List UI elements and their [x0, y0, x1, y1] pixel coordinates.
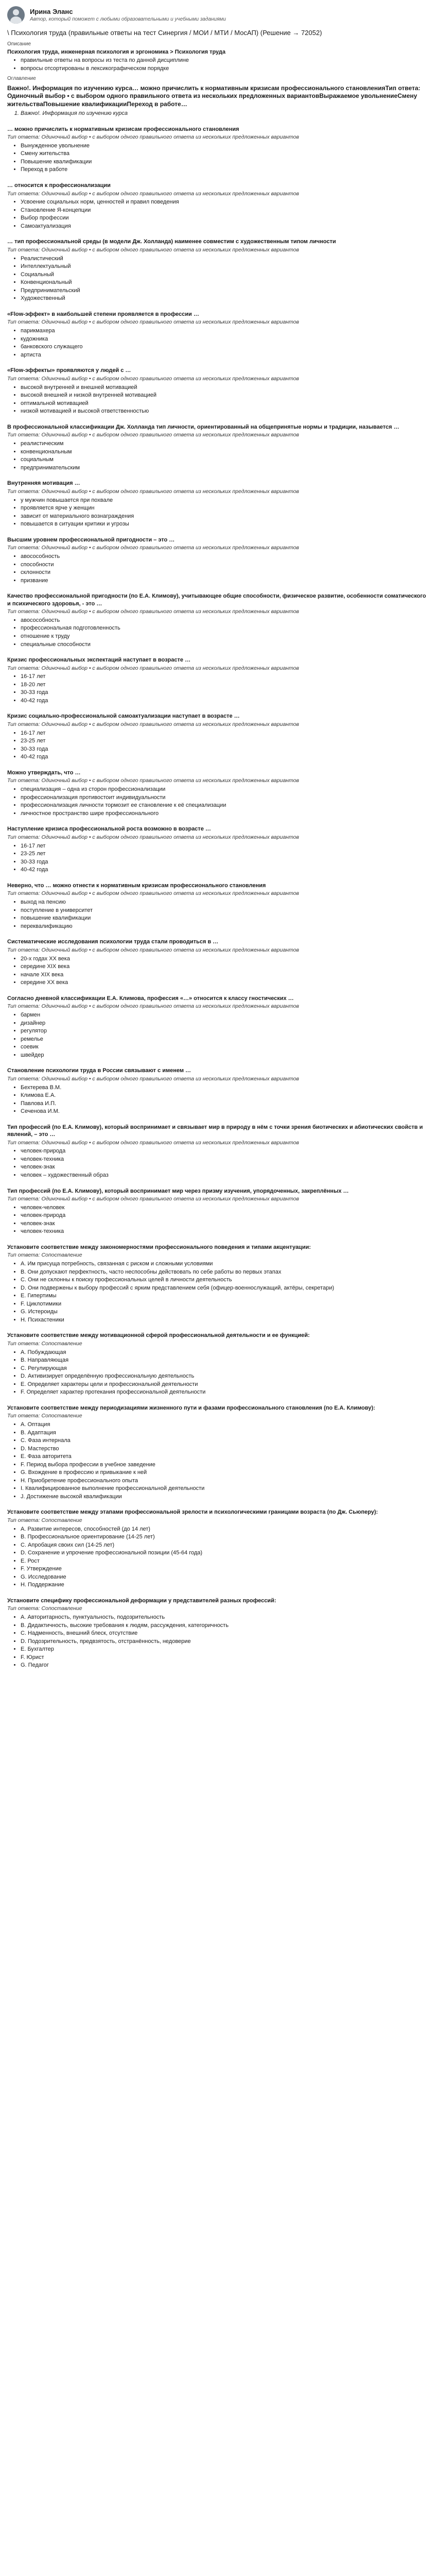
question-block: [7, 592, 429, 648]
question-type: Тип ответа: Одиночный выбор • с выбором одного правильного ответа из нескольких предложенных вариантов: [7, 946, 299, 953]
answer-option: • 40-42 года: [21, 866, 429, 874]
question-title: … тип профессиональной среды (в модели Дж. Холланда) наименее совместим с художественным типом личности: [7, 239, 336, 245]
answer-option: • I. Квалифицированное выполнение профессиональной деятельности: [21, 1485, 429, 1493]
question-title: Внутренняя мотивация …: [7, 480, 80, 487]
answer-option: • 16-17 лет: [21, 730, 429, 737]
question-title: В профессиональной классификации Дж. Холланда тип личности, ориентированный на общепринятые нормы и традиции, называется …: [7, 423, 399, 430]
answer-option: • у мужчин повышается при похвале: [21, 497, 429, 504]
answer-option: • Климова Е.А.: [21, 1092, 429, 1099]
question-title: Установите соответствие между закономерностями профессионального поведения и типами акцентуации:: [7, 1244, 311, 1250]
answer-option: • человек-природа: [21, 1212, 429, 1219]
question-block: [7, 995, 429, 1059]
answer-option: • человек-знак: [21, 1163, 429, 1171]
answer-option: • дизайнер: [21, 1020, 429, 1027]
question-block: [7, 480, 429, 528]
question-block: [7, 1404, 429, 1501]
answer-option: • артиста: [21, 351, 429, 359]
answer-options: [7, 327, 429, 359]
answer-option: • Усвоение социальных норм, ценностей и правил поведения: [21, 198, 429, 206]
answer-option: • Сеченова И.М.: [21, 1108, 429, 1115]
answer-option: • кудожника: [21, 335, 429, 343]
question-title: Кризис социально-профессиональной самоактуализации наступает в возрасте …: [7, 713, 240, 720]
answer-options: [7, 1614, 429, 1669]
answer-option: • призвание: [21, 577, 429, 585]
question-block: [7, 423, 429, 471]
answer-options: [7, 553, 429, 584]
answer-option: • выход на пенсию: [21, 899, 429, 906]
answer-options: [7, 255, 429, 302]
answer-option: • B. Дидактичность, высокие требования к людям, рассуждения, категоричность: [21, 1622, 429, 1630]
answer-option: • социальным: [21, 456, 429, 464]
answer-option: • 23-25 лет: [21, 737, 429, 745]
answer-option: • оптимальной мотивацией: [21, 400, 429, 408]
answer-option: • C. Апробация своих сил (14-25 лет): [21, 1541, 429, 1549]
question-title: Установите соответствие между этапами профессиональной зрелости и психологическими границами возраста (по Дж. Сьюперу):: [7, 1509, 378, 1516]
answer-option: • Художественный: [21, 295, 429, 302]
question-block: [7, 713, 429, 760]
answer-option: • повышается в ситуации критики и угрозы: [21, 520, 429, 528]
answer-option: • Смену жительства: [21, 150, 429, 158]
question-title: … относится к профессионализации: [7, 182, 111, 189]
question-block: [7, 238, 429, 302]
description-item: • правильные ответы на вопросы из теста по данной дисциплине: [21, 57, 429, 64]
answer-option: • F. Юрист: [21, 1654, 429, 1662]
answer-option: • D. Они подвержены к выбору профессий с ярким представлением себя (офицер-военнослужащий, актёры, секретари): [21, 1284, 429, 1292]
answer-options: [7, 955, 429, 987]
answer-option: • начале XIX века: [21, 971, 429, 979]
answer-option: • G. Вхождение в профессию и привыкание к ней: [21, 1469, 429, 1477]
question-title: Высшим уровнем профессиональной пригодности – это …: [7, 536, 175, 543]
answer-option: • человек-знак: [21, 1220, 429, 1228]
answer-option: • банковского служащего: [21, 343, 429, 351]
answer-option: • 20-х годах XX века: [21, 955, 429, 963]
question-type: Тип ответа: Одиночный выбор • с выбором одного правильного ответа из нескольких предложенных вариантов: [7, 665, 299, 671]
answer-option: • 30-33 года: [21, 858, 429, 866]
answer-option: • E. Фаза авторитета: [21, 1453, 429, 1461]
answer-option: • 16-17 лет: [21, 673, 429, 681]
question-title: Установите соответствие между мотивационной сферой профессиональной деятельности и ее функцией:: [7, 1332, 310, 1339]
answer-options: [7, 1421, 429, 1500]
answer-option: • ремелье: [21, 1036, 429, 1043]
question-block: [7, 1597, 429, 1669]
answer-option: • человек-человек: [21, 1204, 429, 1212]
description-label: Описание: [7, 41, 31, 47]
answer-option: • авосособность: [21, 617, 429, 624]
question-title: Качество профессиональной пригодности (по Е.А. Климову), учитывающее общие способности, физическое развитие, особенности соматического и психического здоровья, - это …: [7, 593, 426, 607]
answer-options: [7, 673, 429, 704]
answer-option: • 40-42 года: [21, 697, 429, 705]
answer-option: • F. Период выбора профессии в учебное заведение: [21, 1461, 429, 1469]
answer-option: • повышение квалификации: [21, 914, 429, 922]
answer-option: • Павлова И.П.: [21, 1100, 429, 1108]
answer-option: • J. Достижение высокой квалификации: [21, 1493, 429, 1501]
answer-option: • Становление Я-концепции: [21, 207, 429, 214]
answer-option: • Выбор профессии: [21, 214, 429, 222]
answer-option: • F. Утверждение: [21, 1565, 429, 1573]
answer-option: • Конвенциональный: [21, 279, 429, 286]
answer-option: • A. Им присуща потребность, связанная с риском и сложными условиями: [21, 1260, 429, 1268]
answer-options: [7, 1526, 429, 1589]
answer-option: • D. Активизирует определённую профессиональную деятельность: [21, 1372, 429, 1380]
answer-options: [7, 1011, 429, 1059]
answer-option: • способности: [21, 561, 429, 569]
question-type: Тип ответа: Одиночный выбор • с выбором одного правильного ответа из нескольких предложенных вариантов: [7, 488, 299, 495]
answer-option: • Интеллектуальный: [21, 263, 429, 270]
contents-item[interactable]: 1. Важно!. Информация по изучению курса: [21, 110, 429, 117]
answer-option: • C. Фаза интернала: [21, 1437, 429, 1445]
answer-option: • F. Циклотимики: [21, 1300, 429, 1308]
answer-option: • середине XIX века: [21, 963, 429, 971]
question-title: Систематические исследования психологии труда стали проводиться в …: [7, 939, 219, 945]
question-type: Тип ответа: Одиночный выбор • с выбором одного правильного ответа из нескольких предложенных вариантов: [7, 1139, 299, 1146]
question-title: «Flow-эффекты» проявляются у людей с …: [7, 367, 131, 374]
answer-option: • E. Рост: [21, 1557, 429, 1565]
contents-intro: Важно!. Информация по изучению курса… можно причислить к нормативным кризисам профессионального становленияТип ответа: Одиночный выбор • с выбором одного правильного ответа из нескольких предложенных вариантовВыражаемое увольнениеСмену жительстваПовышение квалификацииПереход в работе…: [7, 84, 421, 108]
question-title: Наступление кризиса профессиональной роста возможно в возрасте …: [7, 826, 211, 833]
answer-option: • D. Сохранение и упрочение профессиональной позиции (45-64 года): [21, 1549, 429, 1557]
answer-option: • C. Они не склонны к поиску профессиональных целей в личности деятельность: [21, 1276, 429, 1284]
question-type: Тип ответа: Одиночный выбор • с выбором одного правильного ответа из нескольких предложенных вариантов: [7, 432, 299, 438]
question-type: Тип ответа: Одиночный выбор • с выбором одного правильного ответа из нескольких предложенных вариантов: [7, 375, 299, 382]
question-type: Тип ответа: Одиночный выбор • с выбором одного правильного ответа из нескольких предложенных вариантов: [7, 721, 299, 727]
question-block: [7, 367, 429, 415]
answer-option: • A. Авторитарность, пунктуальность, подозрительность: [21, 1614, 429, 1621]
question-block: [7, 311, 429, 359]
answer-option: • поступление в университет: [21, 907, 429, 914]
answer-option: • 30-33 года: [21, 745, 429, 753]
question-type: Тип ответа: Одиночный выбор • с выбором одного правильного ответа из нескольких предложенных вариантов: [7, 890, 299, 897]
answer-option: • 30-33 года: [21, 689, 429, 697]
answer-options: [7, 1260, 429, 1324]
answer-options: [7, 842, 429, 874]
answer-option: • низкой мотивацией и высокой ответственностью: [21, 408, 429, 415]
answer-option: • F. Определяет характер протекания профессиональной деятельности: [21, 1388, 429, 1396]
description-list: [7, 57, 429, 72]
answer-option: • 23-25 лет: [21, 850, 429, 858]
question-type: Тип ответа: Одиночный выбор • с выбором одного правильного ответа из нескольких предложенных вариантов: [7, 1003, 299, 1010]
question-type: Тип ответа: Одиночный выбор • с выбором одного правильного ответа из нескольких предложенных вариантов: [7, 1196, 299, 1202]
question-type: Тип ответа: Сопоставление: [7, 1340, 82, 1347]
answer-option: • реалистическим: [21, 440, 429, 448]
answer-option: • середине XX века: [21, 979, 429, 987]
answer-option: • 18-20 лет: [21, 681, 429, 689]
contents-list: [7, 110, 429, 117]
question-block: [7, 1244, 429, 1324]
question-type: Тип ответа: Одиночный выбор • с выбором одного правильного ответа из нескольких предложенных вариантов: [7, 608, 299, 615]
question-type: Тип ответа: Одиночный выбор • с выбором одного правильного ответа из нескольких предложенных вариантов: [7, 246, 299, 253]
question-type: Тип ответа: Сопоставление: [7, 1252, 82, 1259]
answer-options: [7, 786, 429, 817]
answer-option: • H. Приобретение профессионального опыта: [21, 1477, 429, 1485]
answer-option: • переквалификацию: [21, 923, 429, 930]
question-type: Тип ответа: Одиночный выбор • с выбором одного правильного ответа из нескольких предложенных вариантов: [7, 834, 299, 840]
document-title: \ Психология труда (правильные ответы на тест Синергия / МОИ / МТИ / МосАП) (Решение → 72052): [7, 29, 322, 37]
answer-options: [7, 1147, 429, 1179]
description-item: • вопросы отсортированы в лексикографическом порядке: [21, 65, 429, 73]
answer-option: • проявляется ярче у женщин: [21, 504, 429, 512]
answer-option: • авосособность: [21, 553, 429, 561]
question-title: Тип профессий (по Е.А. Климову), который воспринимает мир через призму изучения, упорядоченных, закреплённых …: [7, 1188, 349, 1194]
answer-option: • Бехтерева В.М.: [21, 1084, 429, 1092]
answer-option: • B. Они допускают перфектность, часто неспособны действовать по себе работы во первых этапах: [21, 1268, 429, 1276]
answer-option: • человек – художественный образ: [21, 1172, 429, 1179]
answer-option: • зависит от материального вознаграждения: [21, 513, 429, 520]
answer-option: • личностное пространство шире профессионального: [21, 810, 429, 818]
question-title: Тип профессий (по Е.А. Климову), который воспринимает и связывает мир в природу в нём с точки зрения биотических и абиотических свойств и явлений, – это …: [7, 1124, 423, 1138]
answer-options: [7, 384, 429, 415]
answer-option: • профессионализация личности тормозит ее становление к её специализации: [21, 802, 429, 809]
contents-label: Оглавление: [7, 76, 36, 82]
question-type: Тип ответа: Сопоставление: [7, 1517, 82, 1523]
answer-option: • 40-42 года: [21, 753, 429, 761]
answer-option: • B. Адаптация: [21, 1429, 429, 1437]
answer-option: • C. Надменность, внешний блеск, отсутствие: [21, 1630, 429, 1637]
answer-option: • A. Оптация: [21, 1421, 429, 1429]
description-title: Психология труда, инженерная психология и эргономика > Психология труда: [7, 48, 225, 55]
answer-option: • человек-техника: [21, 1156, 429, 1163]
questions-list: [7, 126, 429, 1669]
question-block: [7, 1509, 429, 1589]
author-name[interactable]: Ирина Эланс: [30, 7, 73, 15]
answer-options: [7, 899, 429, 930]
answer-option: • G. Исследование: [21, 1573, 429, 1581]
answer-options: [7, 730, 429, 761]
answer-option: • Самоактуализация: [21, 223, 429, 230]
question-block: [7, 825, 429, 873]
answer-option: • человек-природа: [21, 1147, 429, 1155]
answer-options: [7, 142, 429, 174]
question-title: Кризис профессиональных экспектаций наступает в возрасте …: [7, 657, 191, 664]
question-block: [7, 536, 429, 584]
question-title: Становление психологии труда в России связывают с именем …: [7, 1067, 191, 1074]
answer-option: • 16-17 лет: [21, 842, 429, 850]
answer-option: • Предпринимательский: [21, 287, 429, 295]
question-type: Тип ответа: Сопоставление: [7, 1605, 82, 1612]
answer-option: • B. Направляющая: [21, 1357, 429, 1364]
question-type: Тип ответа: Одиночный выбор • с выбором одного правильного ответа из нескольких предложенных вариантов: [7, 777, 299, 784]
question-type: Тип ответа: Одиночный выбор • с выбором одного правильного ответа из нескольких предложенных вариантов: [7, 545, 299, 551]
answer-option: • C. Регулирующая: [21, 1365, 429, 1372]
answer-options: [7, 1204, 429, 1235]
question-title: «Flow-эффект» в наибольшей степени проявляется в профессии …: [7, 311, 199, 317]
question-block: [7, 656, 429, 704]
answer-option: • G. Педагог: [21, 1662, 429, 1669]
answer-option: • Реалистический: [21, 255, 429, 263]
question-title: Можно утверждать, что …: [7, 769, 81, 776]
answer-option: • соевик: [21, 1043, 429, 1051]
answer-option: • Вынужденное увольнение: [21, 142, 429, 150]
answer-option: • профессионализация противостоит индивидуальности: [21, 794, 429, 802]
question-block: [7, 1332, 429, 1396]
question-type: Тип ответа: Одиночный выбор • с выбором одного правильного ответа из нескольких предложенных вариантов: [7, 1075, 299, 1082]
answer-option: • высокой внешней и низкой внутренней мотивацией: [21, 392, 429, 399]
answer-option: • A. Развитие интересов, способностей (до 14 лет): [21, 1526, 429, 1533]
answer-option: • A. Побуждающая: [21, 1349, 429, 1357]
answer-option: • Повышение квалификации: [21, 158, 429, 166]
answer-option: • H. Поддержание: [21, 1581, 429, 1589]
question-type: Тип ответа: Одиночный выбор • с выбором одного правильного ответа из нескольких предложенных вариантов: [7, 190, 299, 197]
answer-options: [7, 198, 429, 230]
author-block: [7, 6, 429, 24]
answer-option: • Переход в работе: [21, 166, 429, 174]
answer-option: • специальные способности: [21, 641, 429, 649]
answer-option: • E. Гипертимы: [21, 1292, 429, 1300]
question-block: [7, 1124, 429, 1179]
question-block: [7, 938, 429, 986]
answer-option: • склонности: [21, 569, 429, 577]
answer-option: • отношение к труду: [21, 633, 429, 640]
answer-options: [7, 617, 429, 648]
answer-option: • конвенциональным: [21, 448, 429, 456]
answer-option: • E. Определяет характеры цели и профессиональной деятельности: [21, 1381, 429, 1388]
question-title: Согласно дневной классификации Е.А. Климова, профессия «…» относится к классу гностических …: [7, 995, 294, 1002]
answer-option: • высокой внутренней и внешней мотивацией: [21, 384, 429, 392]
answer-option: • D. Подозрительность, предвзятость, отстранённость, недоверие: [21, 1638, 429, 1646]
avatar[interactable]: [7, 6, 25, 24]
answer-option: • предпринимательским: [21, 464, 429, 472]
question-block: [7, 882, 429, 930]
answer-option: • D. Мастерство: [21, 1445, 429, 1453]
answer-option: • H. Психастеники: [21, 1316, 429, 1324]
question-block: [7, 126, 429, 174]
answer-option: • специализация – одна из сторон профессионализации: [21, 786, 429, 793]
answer-option: • B. Профессиональное ориентирование (14-25 лет): [21, 1533, 429, 1541]
author-description: Автор, который поможет с любыми образовательными и учебными заданиями: [30, 16, 226, 22]
answer-option: • E. Бухгалтер: [21, 1646, 429, 1653]
question-title: Установите соответствие между периодизациями жизненного пути и фазами профессионального становления (по Е.А. Климову):: [7, 1404, 375, 1411]
question-title: Установите специфику профессиональной деформации у представителей разных профессий:: [7, 1597, 276, 1604]
answer-option: • швейдер: [21, 1052, 429, 1059]
question-type: Тип ответа: Одиночный выбор • с выбором одного правильного ответа из нескольких предложенных вариантов: [7, 134, 299, 141]
question-block: [7, 769, 429, 817]
question-title: Неверно, что … можно отнести к нормативным кризисам профессионального становления: [7, 882, 266, 889]
answer-option: • регулятор: [21, 1027, 429, 1035]
question-title: … можно причислить к нормативным кризисам профессионального становления: [7, 126, 239, 132]
question-block: [7, 1188, 429, 1235]
answer-options: [7, 1349, 429, 1396]
answer-option: • бармен: [21, 1011, 429, 1019]
answer-options: [7, 497, 429, 528]
answer-options: [7, 1084, 429, 1115]
answer-option: • профессиональная подготовленность: [21, 624, 429, 632]
answer-option: • парикмахера: [21, 327, 429, 335]
answer-option: • человек-техника: [21, 1228, 429, 1235]
answer-option: • G. Истероиды: [21, 1308, 429, 1316]
answer-options: [7, 440, 429, 471]
answer-option: • Социальный: [21, 271, 429, 279]
question-block: [7, 1067, 429, 1115]
question-block: [7, 182, 429, 230]
question-type: Тип ответа: Одиночный выбор • с выбором одного правильного ответа из нескольких предложенных вариантов: [7, 319, 299, 326]
question-type: Тип ответа: Сопоставление: [7, 1413, 82, 1419]
